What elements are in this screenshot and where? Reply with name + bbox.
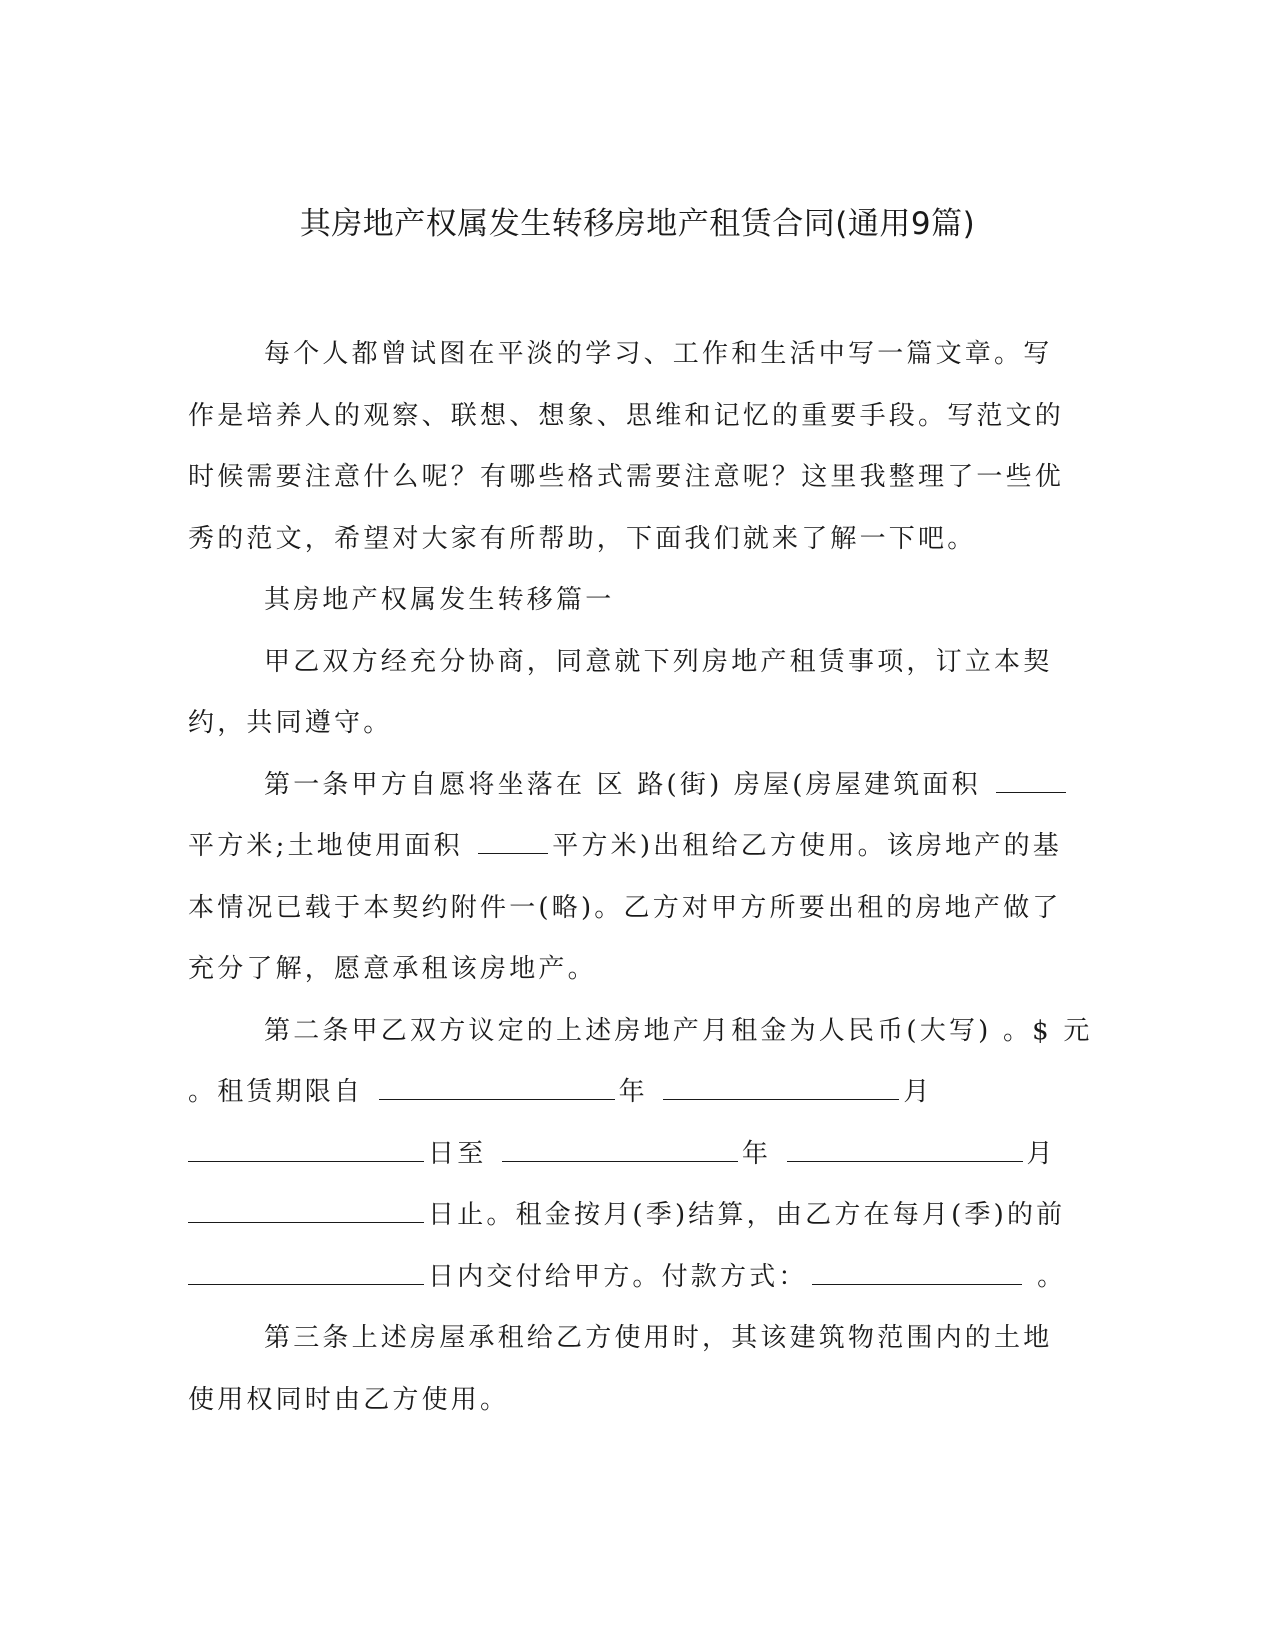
start-month-blank	[663, 1077, 899, 1100]
day-to-label: 日至	[428, 1138, 498, 1169]
document-title: 其房地产权属发生转移房地产租赁合同(通用9篇)	[299, 206, 976, 242]
payment-method-blank	[812, 1262, 1022, 1285]
end-year-label: 年	[741, 1138, 783, 1169]
article-2-line-2	[188, 1062, 1078, 1124]
article-1-text-a: 第一条甲方自愿将坐落在 区 路(街) 房屋(房屋建筑面积	[264, 769, 993, 800]
article-3: 第三条上述房屋承租给乙方使用时，其该建筑物范围内的土地使用权同时由乙方使用。	[188, 1323, 1053, 1415]
building-area-blank	[996, 770, 1066, 793]
end-year-blank	[502, 1139, 738, 1162]
lease-from-label: 。租赁期限自	[188, 1077, 375, 1107]
article-1-text-b: 平	[188, 831, 218, 861]
article-1-text-e: 况已载于本契约附件一(略)。乙方对甲方所要出租的房地产做了充分了解，愿意承租该房地产。	[188, 892, 1062, 984]
start-year-blank	[379, 1077, 615, 1100]
settlement-text: 日止。租金按月(季)结算，由乙方在每月(季)的前	[428, 1200, 1066, 1230]
document-body	[188, 324, 1093, 1431]
end-month-blank	[787, 1139, 1023, 1162]
agreement-paragraph: 甲乙双方经充分协商，同意就下列房地产租赁事项，订立本契约，共同遵守。	[188, 646, 1053, 738]
section-heading: 其房地产权属发生转移篇一	[264, 585, 615, 615]
payment-end: 。	[1025, 1261, 1067, 1292]
payment-text: 日内交付给甲方。付款方式：	[428, 1261, 808, 1292]
article-2	[188, 1001, 1093, 1309]
article-2-line-5	[188, 1247, 1078, 1309]
end-month-label: 月	[1026, 1138, 1056, 1169]
start-day-blank	[188, 1139, 424, 1162]
end-day-blank	[188, 1200, 424, 1223]
article-1	[188, 755, 1078, 1001]
article-1-text-d: 平方米)出租给乙方使用。该房地产的基本情	[188, 831, 1062, 923]
intro-paragraph: 每个人都曾试图在平淡的学习、工作和生活中写一篇文章。写作是培养人的观察、联想、想象、思维和记忆的重要手段。写范文的时候需要注意什么呢？有哪些格式需要注意呢？这里我整理了一些优秀的范文，希望对大家有所帮助，下面我们就来了解一下吧。	[188, 339, 1065, 554]
month-label: 月	[903, 1077, 933, 1107]
article-1-text-c: 方米;土地使用面积	[217, 831, 475, 861]
year-label: 年	[618, 1077, 660, 1107]
payment-days-blank	[188, 1262, 424, 1285]
article-2-line-3	[188, 1124, 1078, 1186]
land-area-blank	[478, 831, 548, 854]
article-2-line-4	[188, 1185, 1078, 1247]
article-2-line-1: 第二条甲乙双方议定的上述房地产月租金为人民币(大写) 。$ 元	[264, 1015, 1093, 1046]
